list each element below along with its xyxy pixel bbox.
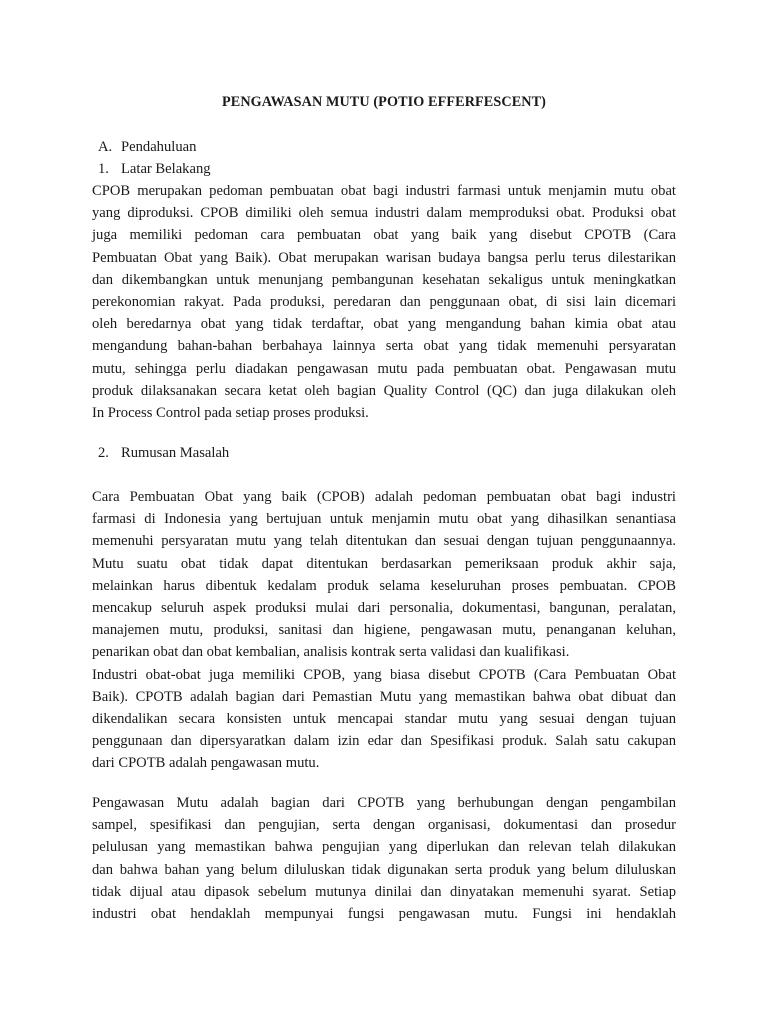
paragraph-line: penarikan obat dan obat kembalian, analisis kontrak serta validasi dan kualifikasi. [92,644,570,661]
section-a-heading: Pendahuluan [121,139,197,155]
paragraph-line: Pengawasan Mutu adalah bagian dari CPOTB yang berhubungan dengan pengambilan [92,795,676,811]
paragraph-line: In Process Control pada setiap proses produksi. [92,404,369,421]
document-title: PENGAWASAN MUTU (POTIO EFFERFESCENT) [221,94,547,110]
paragraph-line: perekonomian rakyat. Pada produksi, peredaran dan penggunaan obat, di sisi lain dicemari [92,293,676,310]
subsection-1-heading: Latar Belakang [121,161,211,177]
subsection-2-marker: 2. [98,445,109,461]
paragraph-line: Industri obat-obat juga memiliki CPOB, yang biasa disebut CPOTB (Cara Pembuatan Obat [92,666,676,683]
paragraph-line: melainkan harus dibentuk kedalam produk selama keseluruhan proses pembuatan. CPOB [92,577,676,594]
paragraph-line: Pembuatan Obat yang Baik). Obat merupakan warisan budaya bangsa perlu terus dilestarikan [92,249,676,266]
paragraph-line: mencakup seluruh aspek produksi mulai dari personalia, dokumentasi, bangunan, peralatan, [92,599,676,616]
paragraph-line: penggunaan dan dipersyaratkan dalam izin edar dan Spesifikasi produk. Salah satu cakupan [92,733,676,750]
subsection-2-heading: Rumusan Masalah [121,445,230,461]
paragraph-line: pelulusan yang memastikan bahwa pengujian yang diperlukan dan relevan telah dilakukan [92,839,676,856]
paragraph-line: juga memiliki pedoman cara pembuatan obat yang baik yang disebut CPOTB (Cara [92,227,676,244]
paragraph-line: farmasi di Indonesia yang bertujuan untuk menjamin mutu obat yang dihasilkan senantiasa [92,511,676,528]
paragraph-line: memenuhi persyaratan mutu yang telah ditentukan dan sesuai dengan tujuan penggunaannya. [92,533,676,550]
paragraph-line: Mutu suatu obat tidak dapat ditentukan berdasarkan pemeriksaan produk akhir saja, [92,555,676,572]
paragraph-line: CPOB merupakan pedoman pembuatan obat bagi industri farmasi untuk menjamin mutu obat [92,183,676,199]
paragraph-line: dikendalikan secara konsisten untuk mencapai standar mutu yang sesuai dengan tujuan [92,710,676,727]
paragraph-line: mengandung bahan-bahan berbahaya lainnya serta obat yang tidak memenuhi persyaratan [92,338,676,355]
paragraph-line: dari CPOTB adalah pengawasan mutu. [92,755,320,772]
paragraph-line: manajemen mutu, produksi, sanitasi dan higiene, pengawasan mutu, penanganan keluhan, [92,622,676,639]
subsection-1-marker: 1. [98,161,109,177]
paragraph-line: yang diproduksi. CPOB dimiliki oleh semua industri dalam memproduksi obat. Produksi obat [92,205,676,222]
paragraph-line: sampel, spesifikasi dan pengujian, serta dengan organisasi, dokumentasi dan prosedur [92,817,676,834]
paragraph-line: tidak dijual atau dipasok sebelum mutunya dinilai dan dinyatakan memenuhi syarat. Setiap [92,883,676,900]
paragraph-line: Cara Pembuatan Obat yang baik (CPOB) adalah pedoman pembuatan obat bagi industri [92,489,676,505]
paragraph-rumusan-masalah [92,486,676,774]
paragraph-line: dan bahwa bahan yang belum diluluskan tidak digunakan serta produk yang belum diluluskan [92,861,676,878]
section-a-marker: A. [98,139,113,155]
paragraph-line: dan dikembangkan untuk menunjang pembangunan kesehatan sekaligus untuk meningkatkan [92,271,676,288]
paragraph-line: mutu, sehingga perlu diadakan pengawasan mutu pada pembuatan obat. Pengawasan mutu [92,360,676,377]
paragraph-latar-belakang [92,180,676,424]
paragraph-line: produk dilaksanakan secara ketat oleh bagian Quality Control (QC) dan juga dilakukan oleh [92,382,676,399]
paragraph-pengawasan-mutu [92,792,676,925]
paragraph-line: oleh beredarnya obat yang tidak terdaftar, obat yang mengandung bahan kimia obat atau [92,316,676,333]
paragraph-line: industri obat hendaklah mempunyai fungsi pengawasan mutu. Fungsi ini hendaklah [92,905,676,922]
paragraph-line: Baik). CPOTB adalah bagian dari Pemastian Mutu yang memastikan bahwa obat dibuat dan [92,688,676,705]
